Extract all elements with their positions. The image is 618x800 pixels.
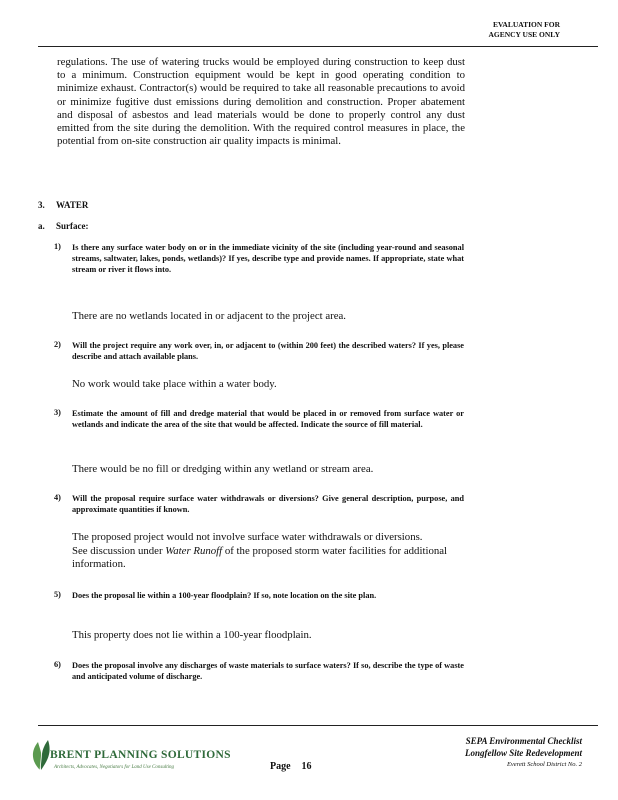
page-label: Page	[270, 761, 291, 772]
question-number: 1)	[54, 242, 61, 251]
question-answer: This property does not lie within a 100-year floodplain.	[72, 629, 312, 641]
answer-line: The proposed project would not involve surface water withdrawals or diversions.	[72, 531, 423, 543]
footer-client-name: Everett School District No. 2	[506, 761, 582, 768]
answer-reference: Water Runoff	[165, 544, 223, 557]
footer-divider	[38, 725, 598, 726]
question-number: 6)	[54, 660, 61, 669]
question-answer: There are no wetlands located in or adjacent to the project area.	[72, 310, 346, 322]
header-divider	[38, 46, 598, 47]
answer-line	[72, 545, 467, 572]
air-quality-paragraph: regulations. The use of watering trucks would be employed during construction to keep dust to a minimum. Construction equipment would be kept in good operating condition to minimize exhaust. Contractor(s) would be required to take all reasonable precautions to avoid or minimize fugitive dust emissions during demolition and construction. Proper abatement and disposal of asbestos and lead materials would be done to properly control any dust emitted from the site during the demolition. With the required control measures in place, the potential from on-site construction air quality impacts is minimal.	[57, 56, 465, 148]
question-text: Does the proposal involve any discharges of waste materials to surface waters? If so, describe the type of waste and anticipated volume of discharge.	[72, 661, 464, 682]
footer-project-name: Longfellow Site Redevelopment	[465, 748, 582, 758]
question-number: 3)	[54, 408, 61, 417]
page-number	[270, 761, 312, 772]
question-text: Estimate the amount of fill and dredge material that would be placed in or removed from surface water or wetlands and indicate the area of the site that would be affected. Indicate the source of fill material.	[72, 409, 464, 430]
logo-tagline: Architects, Advocates, Negotiators for Land Use Consulting	[54, 765, 174, 770]
subsection-letter: a.	[38, 221, 45, 231]
logo-company-name: BRENT PLANNING SOLUTIONS	[50, 749, 231, 761]
question-text: Does the proposal lie within a 100-year floodplain? If so, note location on the site plan.	[72, 591, 377, 600]
section-number: 3.	[38, 200, 45, 210]
header-line-1: EVALUATION FOR	[492, 20, 560, 29]
question-answer: There would be no fill or dredging within any wetland or stream area.	[72, 463, 374, 475]
subsection-title: Surface:	[56, 221, 89, 231]
question-answer	[72, 531, 467, 572]
question-number: 2)	[54, 340, 61, 349]
question-text: Will the proposal require surface water withdrawals or diversions? Give general description, purpose, and approximate quantities if known.	[72, 494, 464, 515]
header-line-2: AGENCY USE ONLY	[488, 30, 560, 39]
page-number-value: 16	[301, 761, 312, 772]
document-footer	[432, 735, 582, 771]
question-answer: No work would take place within a water body.	[72, 378, 277, 390]
answer-text: See discussion under	[72, 544, 163, 557]
question-number: 4)	[54, 493, 61, 502]
section-title: WATER	[56, 200, 89, 210]
footer-doc-title: SEPA Environmental Checklist	[465, 736, 582, 746]
company-logo	[28, 736, 231, 780]
question-text: Will the project require any work over, in, or adjacent to (within 200 feet) the described waters? If yes, please describe and attach available plans.	[72, 341, 464, 362]
agency-use-header	[430, 20, 560, 40]
question-number: 5)	[54, 590, 61, 599]
answer-text: of the proposed storm water facilities for additional information.	[72, 544, 448, 570]
question-text: Is there any surface water body on or in the immediate vicinity of the site (including year-round and seasonal streams, saltwater, lakes, ponds, wetlands)? If yes, describe type and provide names. If appropriate, state what stream or river it flows into.	[72, 243, 464, 275]
